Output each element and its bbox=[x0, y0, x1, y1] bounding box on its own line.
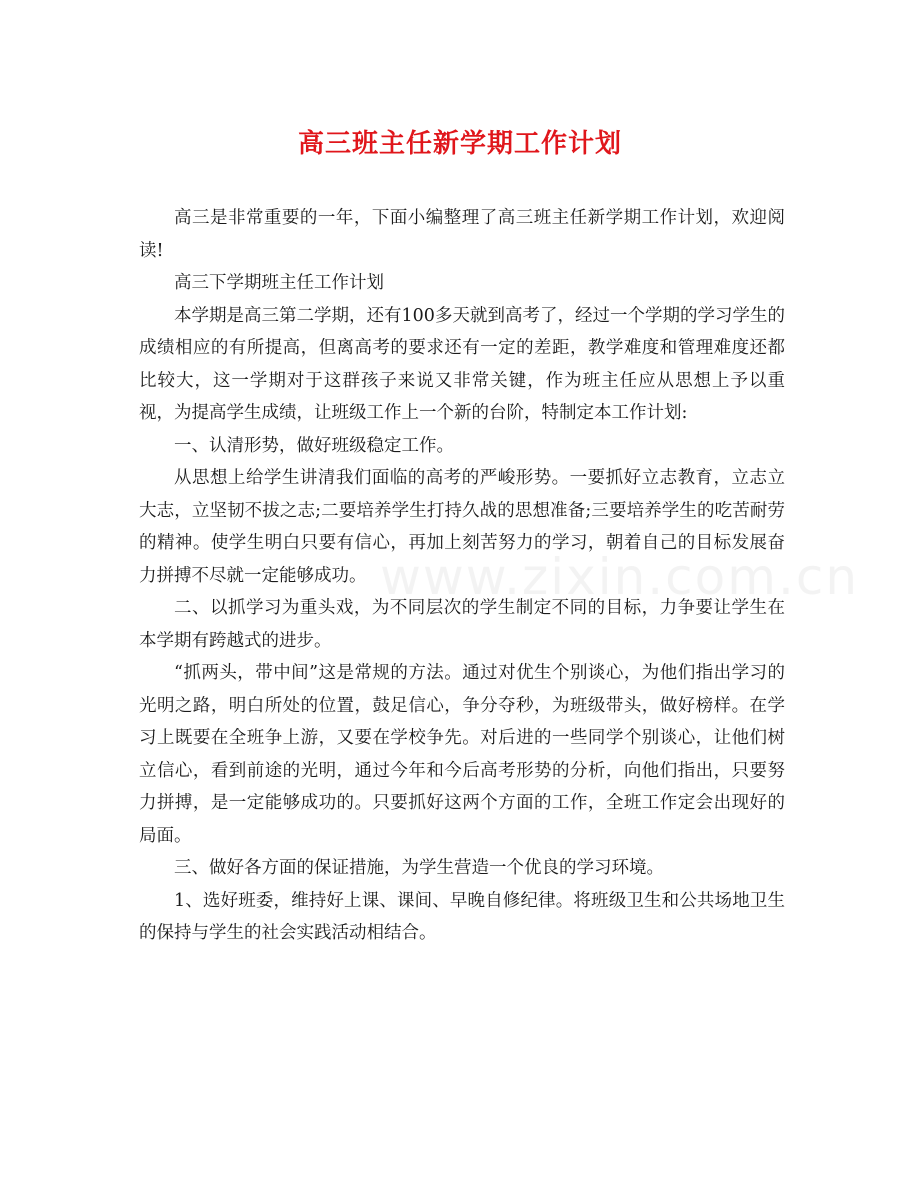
paragraph-intro: 高三是非常重要的一年，下面小编整理了高三班主任新学期工作计划，欢迎阅读! bbox=[139, 208, 785, 261]
document-body bbox=[139, 202, 785, 950]
paragraph-overview: 本学期是高三第二学期，还有100多天就到高考了，经过一个学期的学习学生的成绩相应的有所提高，但离高考的要求还有一定的差距，教学难度和管理难度还都比较大，这一学期对于这群孩子来说又非常关键，作为班主任应从思想上予以重视，为提高学生成绩，让班级工作上一个新的台阶，特制定本工作计划: bbox=[139, 305, 785, 423]
document-title: 高三班主任新学期工作计划 bbox=[297, 129, 622, 159]
section-heading-2: 二、以抓学习为重头戏，为不同层次的学生制定不同的目标，力争要让学生在本学期有跨越式的进步。 bbox=[139, 598, 785, 651]
paragraph-subtitle: 高三下学期班主任工作计划 bbox=[174, 273, 384, 293]
section-heading-1: 一、认清形势，做好班级稳定工作。 bbox=[174, 435, 454, 456]
paragraph-section-2: “抓两头，带中间”这是常规的方法。通过对优生个别谈心，为他们指出学习的光明之路，明白所处的位置，鼓足信心，争分夺秒，为班级带头，做好榜样。在学习上既要在全班争上游，又要在学校争先。对后进的一些同学个别谈心，让他们树立信心，看到前途的光明，通过今年和今后高考形势的分析，向他们指出，只要努力拼搏，是一定能够成功的。只要抓好这两个方面的工作，全班工作定会出现好的局面。 bbox=[139, 663, 785, 846]
watermark: www.zixin.com.cn bbox=[380, 548, 860, 606]
section-heading-3: 三、做好各方面的保证措施，为学生营造一个优良的学习环境。 bbox=[174, 858, 664, 878]
paragraph-section-1: 从思想上给学生讲清我们面临的高考的严峻形势。一要抓好立志教育，立志立大志，立坚韧不拔之志;二要培养学生打持久战的思想准备;三要培养学生的吃苦耐劳的精神。使学生明白只要有信心，再加上刻苦努力的学习，朝着自己的目标发展奋力拼搏不尽就一定能够成功。 bbox=[139, 468, 785, 586]
paragraph-section-3-item-1: 1、选好班委，维持好上课、课间、早晚自修纪律。将班级卫生和公共场地卫生的保持与学生的社会实践活动相结合。 bbox=[139, 890, 785, 943]
